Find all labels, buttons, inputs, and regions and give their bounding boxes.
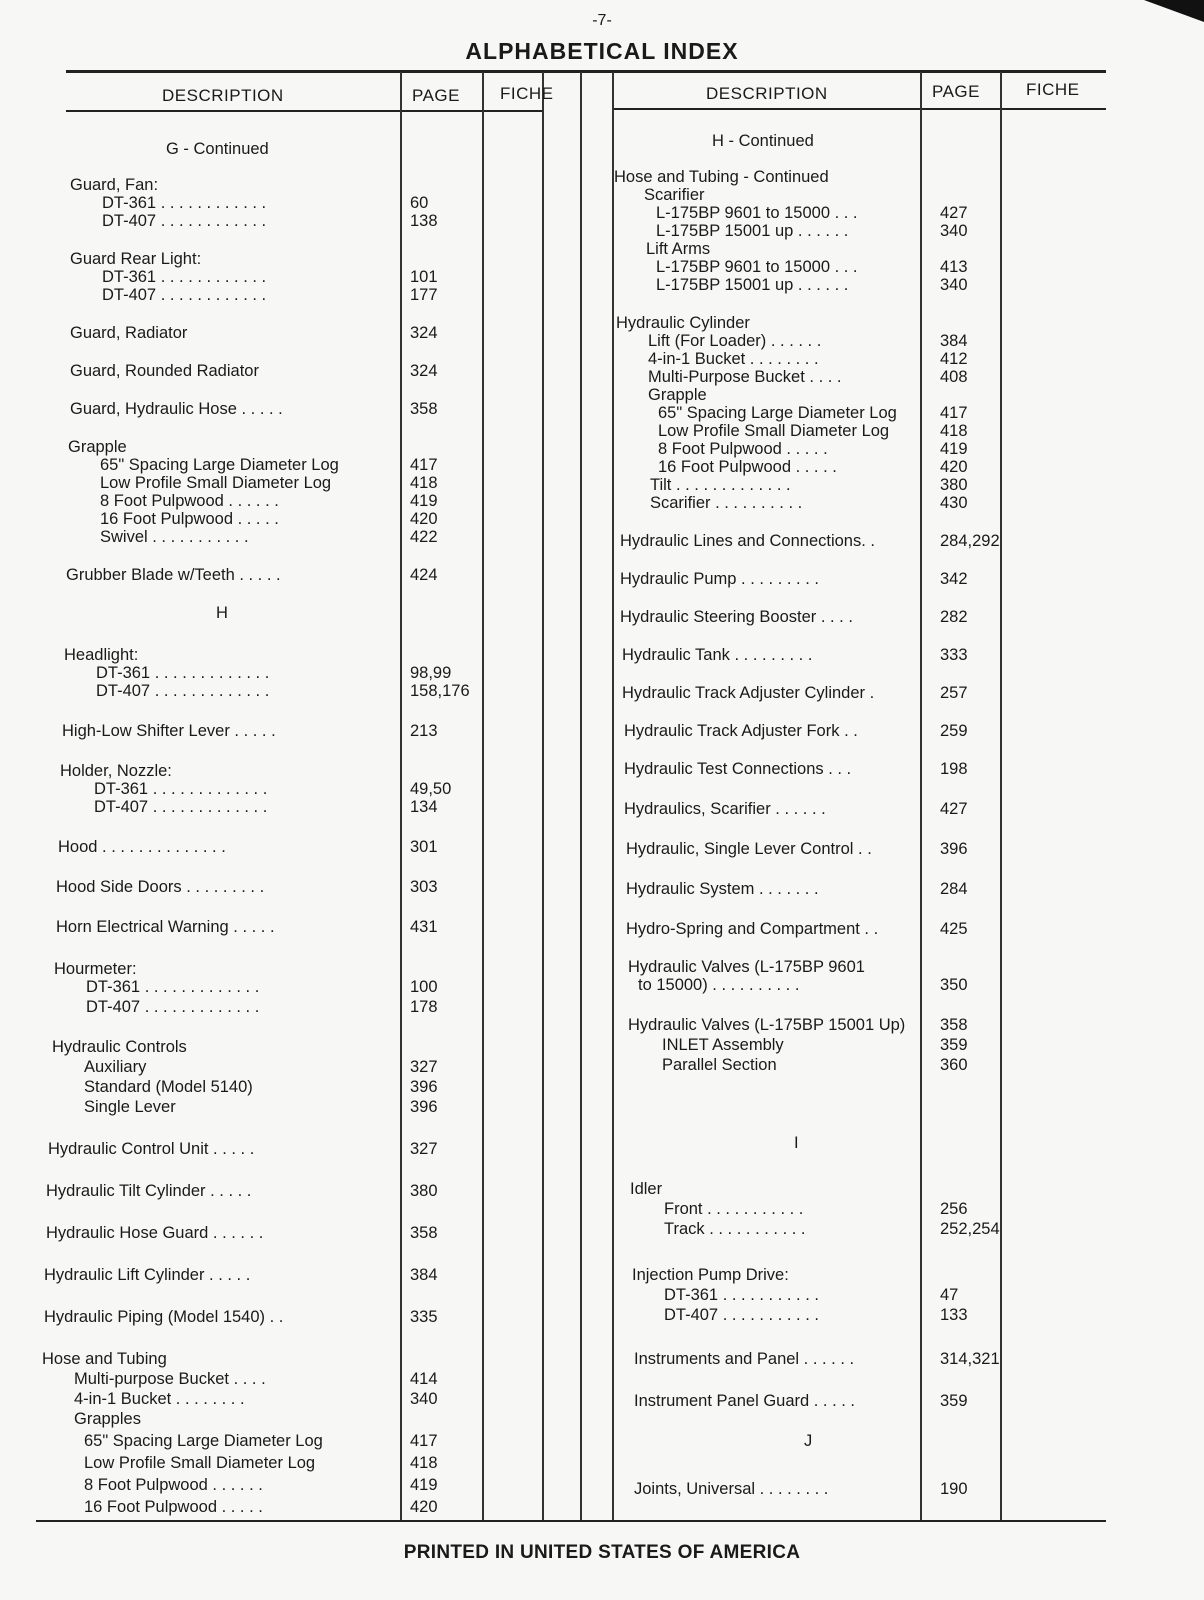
entry-description: Scarifier . . . . . . . . . . [650,494,803,512]
index-entry [66,474,542,493]
entry-description: Single Lever [84,1098,176,1116]
entry-page-number: 301 [410,838,438,856]
index-entry [614,1200,1104,1219]
index-entry [56,918,542,937]
index-entry [66,1098,542,1117]
index-entry [56,878,542,897]
entry-description: Auxiliary [84,1058,147,1076]
index-entry [614,1306,1104,1325]
index-entry [614,258,1104,277]
entry-page-number: 340 [410,1390,438,1408]
entry-page-number: 396 [410,1098,438,1116]
index-entry [66,176,542,195]
entry-page-number: 213 [410,722,438,740]
index-entry [614,350,1104,369]
entry-page-number: 314,321 [940,1350,1000,1368]
entry-page-number: 324 [410,324,438,342]
entry-description: L-175BP 9601 to 15000 . . . [656,258,858,276]
entry-page-number: 158,176 [410,682,470,700]
left-header-description: DESCRIPTION [162,86,284,105]
entry-page-number: 100 [410,978,438,996]
entry-page-number: 358 [410,400,438,418]
entry-description: DT-361 . . . . . . . . . . . . . [86,978,260,996]
entry-description: L-175BP 15001 up . . . . . . [656,222,849,240]
index-entry [66,1432,542,1451]
entry-page-number: 303 [410,878,438,896]
entry-page-number: 412 [940,350,968,368]
entry-page-number: 427 [940,204,968,222]
index-entry [614,880,1104,899]
index-entry [614,1134,1104,1153]
entry-description: Hydraulic Cylinder [616,314,750,332]
entry-description: INLET Assembly [662,1036,784,1054]
entry-description: Hydraulic Piping (Model 1540) . . [44,1308,284,1326]
entry-description: Multi-Purpose Bucket . . . . [648,368,842,386]
entry-page-number: 431 [410,918,438,936]
printed-in-footer: PRINTED IN UNITED STATES OF AMERICA [403,1542,801,1563]
entry-page-number: 327 [410,1058,438,1076]
entry-description: Hydro-Spring and Compartment . . [626,920,879,938]
entry-description: Headlight: [64,646,139,664]
entry-description: 8 Foot Pulpwood . . . . . . [100,492,279,510]
index-entry [614,240,1104,259]
index-entry [614,722,1104,741]
entry-description: Injection Pump Drive: [632,1266,789,1284]
index-entry [614,976,1104,995]
entry-description: 4-in-1 Bucket . . . . . . . . [74,1390,245,1408]
entry-description: Hydraulic Controls [52,1038,187,1056]
right-index-column [614,70,1104,1520]
index-entry [614,958,1104,977]
entry-description: Low Profile Small Diameter Log [84,1454,316,1472]
right-header-description: DESCRIPTION [706,84,828,103]
entry-description: 16 Foot Pulpwood . . . . . [84,1498,263,1516]
index-entry [614,1432,1104,1451]
entry-description: DT-361 . . . . . . . . . . . . . [94,780,268,798]
right-header-page: PAGE [932,82,980,101]
entry-description: Scarifier [644,186,705,204]
index-entry [66,798,542,817]
index-entry [614,570,1104,589]
entry-page-number: 422 [410,528,438,546]
entry-description: Grapples [74,1410,141,1428]
index-entry [66,268,542,287]
index-entry [614,684,1104,703]
entry-description: Hydraulic Control Unit . . . . . [48,1140,255,1158]
index-entry [46,1224,542,1243]
entry-description: Grapple [68,438,127,456]
entry-description: DT-361 . . . . . . . . . . . . [102,194,267,212]
entry-description: Hydraulic Pump . . . . . . . . . [620,570,819,588]
entry-description: Hydraulic Hose Guard . . . . . . [46,1224,264,1242]
entry-page-number: 408 [940,368,968,386]
entry-page-number: 417 [410,1432,438,1450]
entry-description: Lift Arms [646,240,711,258]
index-entry [54,960,542,979]
entry-page-number: 425 [940,920,968,938]
index-entry [66,646,542,665]
index-entry [42,1350,542,1369]
index-entry [614,608,1104,627]
entry-page-number: 101 [410,268,438,286]
entry-description: Front . . . . . . . . . . . [664,1200,804,1218]
entry-description: Guard, Fan: [70,176,159,194]
entry-page-number: 178 [410,998,438,1016]
entry-description: Hydraulic Track Adjuster Cylinder . [622,684,875,702]
table-bottom-rule [36,1520,1106,1522]
entry-description: Hood Side Doors . . . . . . . . . [56,878,265,896]
index-table [42,70,1126,1550]
entry-description: Horn Electrical Warning . . . . . [56,918,275,936]
entry-description: Hydraulic Valves (L-175BP 9601 [628,958,865,976]
index-entry [614,404,1104,423]
index-entry [614,222,1104,241]
entry-description: Standard (Model 5140) [84,1078,253,1096]
entry-description: Joints, Universal . . . . . . . . [634,1480,829,1498]
entry-page-number: 424 [410,566,438,584]
entry-description: Guard Rear Light: [70,250,202,268]
entry-description: G - Continued [166,140,269,158]
index-entry [614,1036,1104,1055]
entry-description: 16 Foot Pulpwood . . . . . [100,510,279,528]
index-entry [614,760,1104,779]
entry-page-number: 358 [410,1224,438,1242]
index-entry [66,528,542,547]
left-index-column [42,70,542,1520]
entry-description: J [804,1432,813,1450]
entry-page-number: 418 [410,474,438,492]
index-entry [614,368,1104,387]
entry-page-number: 47 [940,1286,959,1304]
entry-description: Hydraulic Valves (L-175BP 15001 Up) [628,1016,906,1034]
entry-page-number: 342 [940,570,968,588]
entry-page-number: 284 [940,880,968,898]
index-entry [614,1180,1104,1199]
entry-description: H [216,604,228,622]
index-entry [66,212,542,231]
index-entry [66,438,542,457]
entry-page-number: 417 [410,456,438,474]
entry-description: Instrument Panel Guard . . . . . [634,1392,856,1410]
index-entry [66,780,542,799]
index-entry [66,998,542,1017]
entry-description: Instruments and Panel . . . . . . [634,1350,855,1368]
entry-description: Holder, Nozzle: [60,762,172,780]
index-entry [52,1038,542,1057]
entry-page-number: 333 [940,646,968,664]
entry-description: Hydraulic, Single Lever Control . . [626,840,872,858]
entry-description: Guard, Radiator [70,324,188,342]
index-entry [614,840,1104,859]
index-entry [66,1370,542,1389]
entry-description: H - Continued [712,132,814,150]
entry-description: Idler [630,1180,663,1198]
entry-page-number: 384 [410,1266,438,1284]
entry-page-number: 396 [940,840,968,858]
index-entry [66,1058,542,1077]
entry-description: Hydraulic Lines and Connections. . [620,532,875,550]
entry-page-number: 396 [410,1078,438,1096]
page-number: -7- [592,12,612,29]
entry-page-number: 418 [940,422,968,440]
entry-description: L-175BP 9601 to 15000 . . . [656,204,858,222]
index-entry [66,978,542,997]
entry-page-number: 358 [940,1016,968,1034]
entry-description: 65" Spacing Large Diameter Log [84,1432,323,1450]
entry-description: 65" Spacing Large Diameter Log [100,456,339,474]
index-entry [614,1056,1104,1075]
entry-description: DT-407 . . . . . . . . . . . . . [86,998,260,1016]
entry-page-number: 430 [940,494,968,512]
index-entry [48,1140,542,1159]
index-entry [66,1410,542,1429]
index-entry [66,510,542,529]
index-entry [614,920,1104,939]
entry-description: to 15000) . . . . . . . . . . [638,976,800,994]
entry-page-number: 359 [940,1392,968,1410]
entry-page-number: 335 [410,1308,438,1326]
entry-page-number: 259 [940,722,968,740]
index-entry [614,1350,1104,1369]
index-entry [614,458,1104,477]
entry-page-number: 350 [940,976,968,994]
entry-page-number: 133 [940,1306,968,1324]
entry-description: Tilt . . . . . . . . . . . . . [650,476,791,494]
entry-description: L-175BP 15001 up . . . . . . [656,276,849,294]
index-entry [614,1220,1104,1239]
index-entry [614,186,1104,205]
entry-description: Hydraulic Test Connections . . . [624,760,852,778]
index-entry [62,722,542,741]
entry-description: DT-407 . . . . . . . . . . . [664,1306,819,1324]
entry-page-number: 427 [940,800,968,818]
entry-description: DT-407 . . . . . . . . . . . . [102,286,267,304]
entry-page-number: 49,50 [410,780,452,798]
index-entry [614,422,1104,441]
entry-page-number: 384 [940,332,968,350]
entry-description: Hydraulic Track Adjuster Fork . . [624,722,858,740]
index-entry [614,204,1104,223]
right-header-fiche: FICHE [1026,80,1080,99]
entry-description: Parallel Section [662,1056,777,1074]
index-entry [66,566,542,585]
entry-description: DT-361 . . . . . . . . . . . [664,1286,819,1304]
entry-description: I [794,1134,799,1152]
entry-page-number: 380 [410,1182,438,1200]
entry-description: Lift (For Loader) . . . . . . [648,332,822,350]
entry-page-number: 419 [410,492,438,510]
index-entry [614,440,1104,459]
index-entry [66,664,542,683]
entry-page-number: 419 [940,440,968,458]
entry-page-number: 417 [940,404,968,422]
index-entry [614,1016,1104,1035]
entry-page-number: 413 [940,258,968,276]
index-entry [614,276,1104,295]
entry-page-number: 252,254 [940,1220,1000,1238]
entry-page-number: 138 [410,212,438,230]
entry-description: Grubber Blade w/Teeth . . . . . [66,566,281,584]
entry-description: Track . . . . . . . . . . . [664,1220,806,1238]
index-entry [614,1286,1104,1305]
index-entry [66,140,542,159]
index-entry [614,386,1104,405]
entry-description: 8 Foot Pulpwood . . . . . . [84,1476,263,1494]
page-title: ALPHABETICAL INDEX [465,38,739,64]
index-entry [66,1454,542,1473]
entry-description: Hourmeter: [54,960,137,978]
entry-page-number: 418 [410,1454,438,1472]
left-header-fiche: FICHE [500,84,554,103]
entry-description: High-Low Shifter Lever . . . . . [62,722,276,740]
entry-description: Multi-purpose Bucket . . . . [74,1370,266,1388]
index-entry [66,1498,542,1517]
index-entry [46,1182,542,1201]
entry-description: Hydraulic Tank . . . . . . . . . [622,646,813,664]
index-entry [614,168,1104,187]
entry-page-number: 282 [940,608,968,626]
index-entry [60,762,542,781]
entry-description: Swivel . . . . . . . . . . . [100,528,249,546]
entry-description: Hydraulic System . . . . . . . [626,880,819,898]
entry-page-number: 60 [410,194,429,212]
entry-description: 16 Foot Pulpwood . . . . . [658,458,837,476]
entry-description: Guard, Rounded Radiator [70,362,259,380]
index-entry [614,1266,1104,1285]
index-entry [66,682,542,701]
index-entry [66,1476,542,1495]
entry-description: DT-361 . . . . . . . . . . . . . [96,664,270,682]
entry-page-number: 340 [940,276,968,294]
index-entry [44,1308,542,1327]
index-entry [66,250,542,269]
entry-page-number: 419 [410,1476,438,1494]
index-entry [66,194,542,213]
index-entry [614,646,1104,665]
entry-description: DT-407 . . . . . . . . . . . . . [94,798,268,816]
index-entry [614,800,1104,819]
entry-description: Hose and Tubing [42,1350,167,1368]
index-entry [66,604,542,623]
index-entry [44,1266,542,1285]
index-entry [614,532,1104,551]
entry-page-number: 257 [940,684,968,702]
entry-description: Guard, Hydraulic Hose . . . . . [70,400,283,418]
entry-description: Low Profile Small Diameter Log [100,474,332,492]
index-entry [614,1480,1104,1499]
entry-page-number: 284,292 [940,532,1000,550]
entry-page-number: 327 [410,1140,438,1158]
entry-page-number: 359 [940,1036,968,1054]
entry-page-number: 420 [410,1498,438,1516]
index-entry [66,324,542,343]
left-header-page: PAGE [412,86,460,105]
entry-description: Low Profile Small Diameter Log [658,422,890,440]
index-entry [66,1390,542,1409]
entry-description: Hose and Tubing - Continued [614,168,829,186]
entry-page-number: 177 [410,286,438,304]
entry-description: DT-361 . . . . . . . . . . . . [102,268,267,286]
center-divider-b [580,72,582,1520]
index-entry [66,400,542,419]
index-entry [66,362,542,381]
index-entry [614,132,1104,151]
entry-page-number: 340 [940,222,968,240]
index-entry [66,286,542,305]
index-entry [66,456,542,475]
index-entry [58,838,542,857]
entry-page-number: 134 [410,798,438,816]
entry-page-number: 190 [940,1480,968,1498]
entry-page-number: 324 [410,362,438,380]
index-entry [614,476,1104,495]
entry-description: Grapple [648,386,707,404]
entry-description: Hydraulic Tilt Cylinder . . . . . [46,1182,252,1200]
entry-description: 8 Foot Pulpwood . . . . . [658,440,828,458]
entry-description: Hood . . . . . . . . . . . . . . [58,838,226,856]
index-entry [614,1392,1104,1411]
index-entry [614,314,1104,333]
entry-page-number: 420 [410,510,438,528]
entry-description: Hydraulic Steering Booster . . . . [620,608,853,626]
center-divider-a [542,72,544,1520]
index-entry [614,332,1104,351]
entry-page-number: 414 [410,1370,438,1388]
entry-description: 65" Spacing Large Diameter Log [658,404,897,422]
entry-description: Hydraulics, Scarifier . . . . . . [624,800,826,818]
entry-page-number: 198 [940,760,968,778]
entry-description: DT-407 . . . . . . . . . . . . . [96,682,270,700]
index-entry [614,494,1104,513]
index-entry [66,1078,542,1097]
entry-page-number: 360 [940,1056,968,1074]
entry-page-number: 98,99 [410,664,452,682]
index-entry [66,492,542,511]
entry-page-number: 420 [940,458,968,476]
entry-description: 4-in-1 Bucket . . . . . . . . [648,350,819,368]
entry-page-number: 256 [940,1200,968,1218]
entry-description: Hydraulic Lift Cylinder . . . . . [44,1266,251,1284]
entry-page-number: 380 [940,476,968,494]
entry-description: DT-407 . . . . . . . . . . . . [102,212,267,230]
